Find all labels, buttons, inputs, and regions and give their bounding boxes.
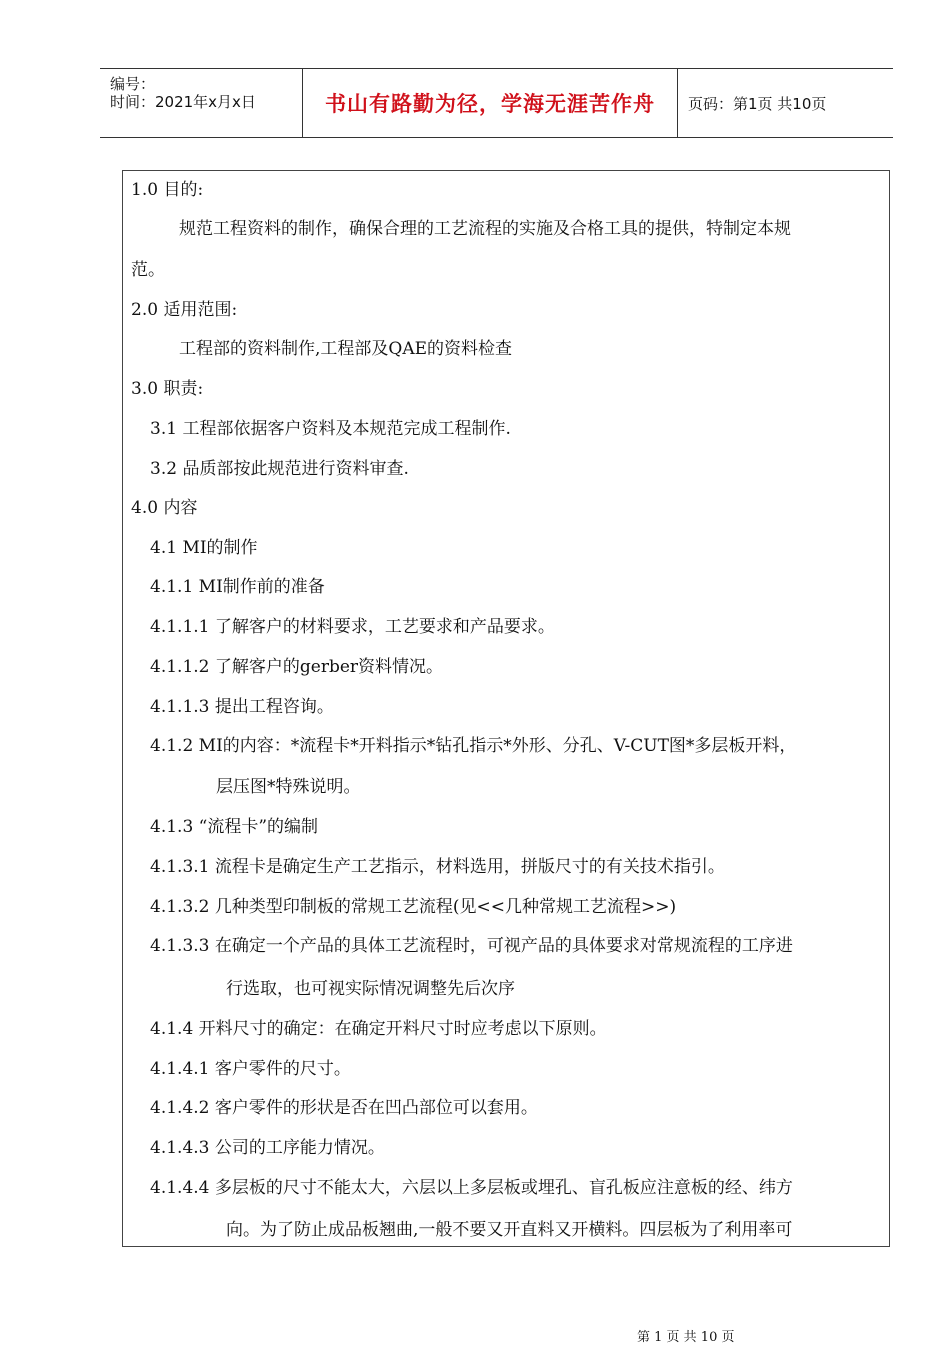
section-heading: 3.0 职责: (131, 379, 204, 399)
document-number-label: 编号： (110, 75, 156, 93)
list-item-continuation: 向。为了防止成品板翘曲,一般不要又开直料又开横料。四层板为了利用率可 (226, 1220, 793, 1240)
subsection-heading: 4.1 MI的制作 (150, 538, 258, 558)
list-item: 4.1.1.1 了解客户的材料要求，工艺要求和产品要求。 (150, 617, 555, 637)
list-item: 4.1.4.3 公司的工序能力情况。 (150, 1138, 385, 1158)
page-code: 页码：第1页 共10页 (688, 94, 827, 113)
list-item: 4.1.1.2 了解客户的gerber资料情况。 (150, 657, 444, 677)
list-item: 4.1.1.3 提出工程咨询。 (150, 697, 334, 717)
subsection-heading: 4.1.4 开料尺寸的确定：在确定开料尺寸时应考虑以下原则。 (150, 1019, 607, 1039)
list-item: 4.1.3.3 在确定一个产品的具体工艺流程时，可视产品的具体要求对常规流程的工序进 (150, 936, 793, 956)
section-heading: 1.0 目的: (131, 180, 204, 200)
list-item: 3.2 品质部按此规范进行资料审查. (150, 459, 409, 479)
section-heading: 4.0 内容 (131, 498, 198, 518)
list-item: 3.1 工程部依据客户资料及本规范完成工程制作. (150, 419, 511, 439)
page-footer: 第 1 页 共 10 页 (637, 1330, 735, 1345)
header-motto: 书山有路勤为径，学海无涯苦作舟 (325, 92, 655, 116)
list-item: 4.1.2 MI的内容：*流程卡*开料指示*钻孔指示*外形、分孔、V-CUT图*多层板开料， (150, 736, 797, 756)
list-item: 4.1.3.1 流程卡是确定生产工艺指示，材料选用，拼版尺寸的有关技术指引。 (150, 857, 725, 877)
list-item: 4.1.3.2 几种类型印制板的常规工艺流程(见<<几种常规工艺流程>>) (150, 897, 677, 917)
list-item-continuation: 层压图*特殊说明。 (216, 777, 361, 797)
paragraph-line: 范。 (131, 260, 165, 280)
page-header (100, 68, 893, 138)
list-item-continuation: 行选取，也可视实际情况调整先后次序 (226, 979, 515, 999)
list-item: 4.1.4.4 多层板的尺寸不能太大，六层以上多层板或埋孔、盲孔板应注意板的经、纬方 (150, 1178, 793, 1198)
subsection-heading: 4.1.3 “流程卡”的编制 (150, 817, 319, 837)
subsection-heading: 4.1.1 MI制作前的准备 (150, 577, 325, 597)
list-item: 4.1.4.1 客户零件的尺寸。 (150, 1059, 351, 1079)
header-motto-cell (303, 69, 678, 137)
header-page-cell (678, 69, 893, 137)
header-left-cell (100, 69, 303, 137)
paragraph-line: 规范工程资料的制作，确保合理的工艺流程的实施及合格工具的提供，特制定本规 (179, 219, 791, 239)
paragraph-line: 工程部的资料制作,工程部及QAE的资料检查 (179, 339, 513, 359)
content-box (122, 170, 890, 1247)
list-item: 4.1.4.2 客户零件的形状是否在凹凸部位可以套用。 (150, 1098, 538, 1118)
section-heading: 2.0 适用范围: (131, 300, 238, 320)
document-date: 时间：2021年x月x日 (110, 93, 256, 111)
